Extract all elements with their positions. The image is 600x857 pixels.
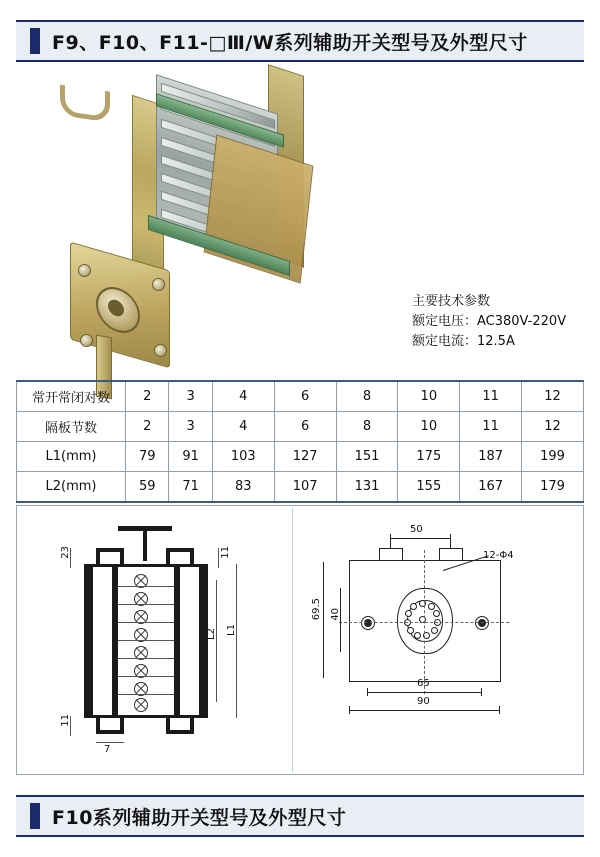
bracket-right-leg xyxy=(166,552,170,564)
cell: 11 xyxy=(460,381,522,412)
dim-holes-label: 12-Φ4 xyxy=(483,550,514,561)
cell: 175 xyxy=(398,442,460,472)
page-title-banner-bottom xyxy=(16,795,584,837)
dim-7-label: 7 xyxy=(104,744,111,755)
shaft-stem xyxy=(143,531,147,561)
cell: 167 xyxy=(460,472,522,503)
page-title: F9、F10、F11-□Ⅲ/W系列辅助开关型号及外型尺寸 xyxy=(52,31,528,54)
body-top-edge xyxy=(84,564,208,567)
foot-right-leg xyxy=(166,718,170,730)
divider-line xyxy=(118,640,174,641)
row-header: 常开常闭对数 xyxy=(17,381,126,412)
photo-screw xyxy=(78,264,91,277)
photo-screw xyxy=(80,334,93,347)
foot-left-base xyxy=(96,730,124,734)
cell: 179 xyxy=(522,472,584,503)
cell: 3 xyxy=(169,381,212,412)
foot-left-leg xyxy=(120,718,124,730)
cell: 4 xyxy=(212,381,274,412)
photo-fork-end xyxy=(60,84,110,122)
cell: 131 xyxy=(336,472,398,503)
photo-screw xyxy=(152,278,165,291)
dim-line-l2 xyxy=(216,580,217,702)
dim-69-5-line xyxy=(323,562,324,678)
cell: 11 xyxy=(460,412,522,442)
cell: 6 xyxy=(274,412,336,442)
dim-line xyxy=(218,548,219,568)
fixing-screw-right-core xyxy=(478,619,486,627)
bracket-left-leg xyxy=(96,552,100,564)
drawing-side-view xyxy=(40,520,270,760)
hole xyxy=(433,610,440,617)
hole xyxy=(414,632,421,639)
dim-50-line xyxy=(390,538,450,539)
dim-90-tick xyxy=(499,706,500,714)
cell: 12 xyxy=(522,412,584,442)
cell: 8 xyxy=(336,381,398,412)
divider-line xyxy=(118,694,174,695)
centerline-vertical xyxy=(424,550,425,694)
divider-line xyxy=(118,622,174,623)
cell: 151 xyxy=(336,442,398,472)
cell: 2 xyxy=(126,381,169,412)
foot-right-leg xyxy=(190,718,194,730)
panel-divider xyxy=(292,508,293,772)
table-row xyxy=(17,472,584,503)
dim-40-label: 40 xyxy=(330,608,341,621)
hole xyxy=(431,627,438,634)
dim-l1-label: L1 xyxy=(226,624,237,636)
spec-table xyxy=(16,380,584,503)
dim-90-line xyxy=(349,710,499,711)
hole xyxy=(407,627,414,634)
row-header: L2(mm) xyxy=(17,472,126,503)
dim-50-tick xyxy=(390,534,391,548)
photo-screw xyxy=(154,344,167,357)
cell: 79 xyxy=(126,442,169,472)
hole xyxy=(405,610,412,617)
dim-65-tick xyxy=(367,688,368,696)
cell: 6 xyxy=(274,381,336,412)
divider-line xyxy=(118,676,174,677)
cell: 127 xyxy=(274,442,336,472)
banner-accent-bar xyxy=(30,803,40,829)
tech-params-current: 额定电流：12.5A xyxy=(412,334,515,349)
hole xyxy=(428,603,435,610)
foot-left-leg xyxy=(96,718,100,730)
banner-accent-bar xyxy=(30,28,40,54)
cell: 2 xyxy=(126,412,169,442)
table-row xyxy=(17,412,584,442)
table-row xyxy=(17,381,584,412)
dim-50-label: 50 xyxy=(410,524,423,535)
row-header: L1(mm) xyxy=(17,442,126,472)
body-right-rail xyxy=(199,567,208,715)
dim-65-tick xyxy=(481,688,482,696)
dim-65-label: 65 xyxy=(417,678,430,689)
row-header: 隔板节数 xyxy=(17,412,126,442)
dim-line-l1 xyxy=(236,564,237,718)
section-title: F10系列辅助开关型号及外型尺寸 xyxy=(52,806,347,829)
dim-90-label: 90 xyxy=(417,696,430,707)
dim-11-top-label: 11 xyxy=(220,546,231,559)
table-row xyxy=(17,442,584,472)
divider-line xyxy=(118,604,174,605)
bracket-right-leg xyxy=(190,552,194,564)
product-photo xyxy=(60,88,360,348)
tech-params-title: 主要技术参数 xyxy=(412,294,491,309)
body-left-rail xyxy=(84,567,93,715)
contact-symbol xyxy=(134,698,148,712)
tech-params-block xyxy=(412,292,566,352)
drawing-front-view xyxy=(311,520,565,760)
dim-l2-label: L2 xyxy=(206,628,217,640)
cell: 187 xyxy=(460,442,522,472)
dim-65-line xyxy=(367,692,481,693)
tech-params-voltage: 额定电压：AC380V-220V xyxy=(412,314,567,329)
cell: 10 xyxy=(398,412,460,442)
dim-23-label: 23 xyxy=(60,546,71,559)
divider-line xyxy=(118,658,174,659)
cell: 59 xyxy=(126,472,169,503)
foot-right-base xyxy=(166,730,194,734)
cell: 12 xyxy=(522,381,584,412)
cell: 3 xyxy=(169,412,212,442)
cell: 8 xyxy=(336,412,398,442)
cell: 10 xyxy=(398,381,460,412)
cell: 155 xyxy=(398,472,460,503)
inner-separator-right xyxy=(174,567,180,715)
fixing-screw-left-core xyxy=(364,619,372,627)
dim-90-tick xyxy=(349,706,350,714)
hole xyxy=(410,603,417,610)
page-title-banner-top xyxy=(16,20,584,62)
cell: 199 xyxy=(522,442,584,472)
bracket-left-leg xyxy=(120,552,124,564)
cell: 91 xyxy=(169,442,212,472)
dim-50-tick xyxy=(450,534,451,548)
cell: 71 xyxy=(169,472,212,503)
cell: 83 xyxy=(212,472,274,503)
divider-line xyxy=(118,586,174,587)
cell: 107 xyxy=(274,472,336,503)
dim-line xyxy=(96,742,124,743)
inner-separator-left xyxy=(112,567,118,715)
cell: 4 xyxy=(212,412,274,442)
cell: 103 xyxy=(212,442,274,472)
dim-69-5-label: 69.5 xyxy=(311,598,322,621)
dim-11-bottom-label: 11 xyxy=(60,714,71,727)
